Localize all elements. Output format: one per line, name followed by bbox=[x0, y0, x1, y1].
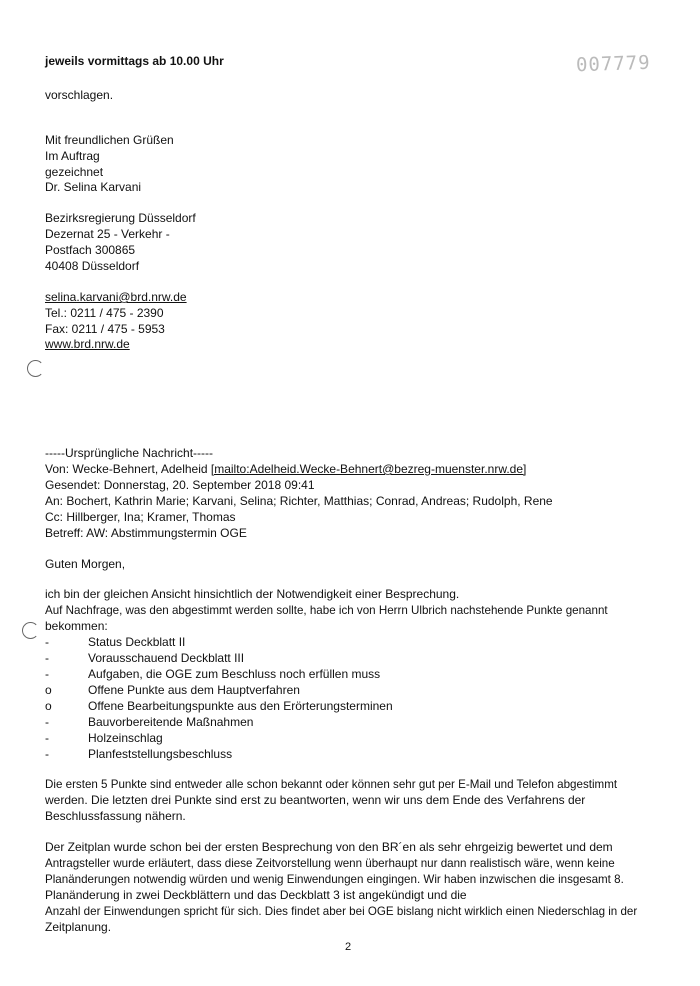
original-message-separator: -----Ursprüngliche Nachricht----- bbox=[45, 446, 214, 460]
body-paragraph: Der Zeitplan wurde schon bei der ersten Besprechung von den BR´en als sehr ehrgeizig bewertet und dem bbox=[45, 840, 613, 854]
original-from bbox=[45, 462, 526, 478]
header-continuation: vorschlagen. bbox=[45, 88, 114, 102]
list-item-text: Planfeststellungsbeschluss bbox=[88, 747, 233, 761]
body-paragraph: Planänderungen notwendig würden und wenig Einwendungen eingingen. Wir haben inzwischen die insgesamt 8. bbox=[45, 873, 624, 886]
list-bullet: - bbox=[45, 667, 49, 681]
fax-number: Fax: 0211 / 475 - 5953 bbox=[45, 322, 165, 336]
body-paragraph: werden. Die letzten drei Punkte sind erst zu beantworten, wenn wir uns dem Ende des Verfahrens der bbox=[45, 793, 586, 807]
phone-number: Tel.: 0211 / 475 - 2390 bbox=[45, 306, 164, 320]
list-bullet: - bbox=[45, 731, 49, 745]
signature-line: Im Auftrag bbox=[45, 149, 100, 163]
list-bullet: - bbox=[45, 715, 49, 729]
body-paragraph: Zeitplanung. bbox=[45, 920, 112, 934]
address-org: Bezirksregierung Düsseldorf bbox=[45, 211, 196, 225]
body-paragraph: Antragsteller wurde erläutert, dass diese Zeitvorstellung wenn überhaupt nur dann realistisch wäre, wenn keine bbox=[45, 857, 615, 870]
body-paragraph: ich bin der gleichen Ansicht hinsichtlich der Notwendigkeit einer Besprechung. bbox=[45, 587, 460, 601]
body-paragraph: Die ersten 5 Punkte sind entweder alle schon bekannt oder können sehr gut per E-Mail und Telefon abgestimmt bbox=[45, 778, 618, 791]
address-dept: Dezernat 25 - Verkehr - bbox=[45, 227, 170, 241]
list-item-text: Offene Bearbeitungspunkte aus den Erörterungsterminen bbox=[88, 699, 393, 713]
list-item-text: Status Deckblatt II bbox=[88, 635, 186, 649]
body-paragraph: bekommen: bbox=[45, 619, 108, 633]
archive-stamp: 007779 bbox=[575, 51, 651, 77]
email-link[interactable]: selina.karvani@brd.nrw.de bbox=[45, 290, 187, 304]
body-paragraph: Anzahl der Einwendungen spricht für sich. Dies findet aber bei OGE bislang nicht wirklich einen Niederschlag in der bbox=[45, 905, 638, 918]
list-item-text: Holzeinschlag bbox=[88, 731, 163, 745]
list-item-text: Bauvorbereitende Maßnahmen bbox=[88, 715, 254, 729]
signature-name: Dr. Selina Karvani bbox=[45, 180, 142, 194]
body-paragraph: Beschlussfassung nähern. bbox=[45, 809, 186, 823]
from-mailto-link[interactable]: [mailto:Adelheid.Wecke-Behnert@bezreg-muenster.nrw.de] bbox=[210, 462, 527, 476]
from-label: Von: Wecke-Behnert, Adelheid bbox=[45, 462, 211, 476]
punch-hole-mark bbox=[27, 360, 44, 377]
punch-hole-mark bbox=[22, 622, 39, 639]
header-bold-line: jeweils vormittags ab 10.00 Uhr bbox=[45, 54, 224, 68]
body-paragraph: Auf Nachfrage, was den abgestimmt werden sollte, habe ich von Herrn Ulbrich nachstehende Punkte genannt bbox=[45, 604, 608, 617]
closing-greeting: Mit freundlichen Grüßen bbox=[45, 133, 174, 147]
list-bullet: o bbox=[45, 699, 52, 713]
original-cc: Cc: Hillberger, Ina; Kramer, Thomas bbox=[45, 510, 236, 524]
body-greeting: Guten Morgen, bbox=[45, 557, 126, 571]
signature-line: gezeichnet bbox=[45, 165, 104, 179]
original-to: An: Bochert, Kathrin Marie; Karvani, Selina; Richter, Matthias; Conrad, Andreas; Rudolph, Rene bbox=[45, 494, 553, 508]
list-item-text: Aufgaben, die OGE zum Beschluss noch erfüllen muss bbox=[88, 667, 381, 681]
body-paragraph: Planänderung in zwei Deckblättern und das Deckblatt 3 ist angekündigt und die bbox=[45, 888, 467, 902]
list-bullet: o bbox=[45, 683, 52, 697]
list-bullet: - bbox=[45, 747, 49, 761]
address-postbox: Postfach 300865 bbox=[45, 243, 136, 257]
list-bullet: - bbox=[45, 635, 49, 649]
list-item-text: Offene Punkte aus dem Hauptverfahren bbox=[88, 683, 300, 697]
original-subject: Betreff: AW: Abstimmungstermin OGE bbox=[45, 526, 247, 540]
list-item-text: Vorausschauend Deckblatt III bbox=[88, 651, 245, 665]
website-link[interactable]: www.brd.nrw.de bbox=[45, 337, 130, 351]
address-city: 40408 Düsseldorf bbox=[45, 259, 140, 273]
page-number: 2 bbox=[345, 941, 352, 953]
list-bullet: - bbox=[45, 651, 49, 665]
original-sent: Gesendet: Donnerstag, 20. September 2018 09:41 bbox=[45, 478, 315, 492]
